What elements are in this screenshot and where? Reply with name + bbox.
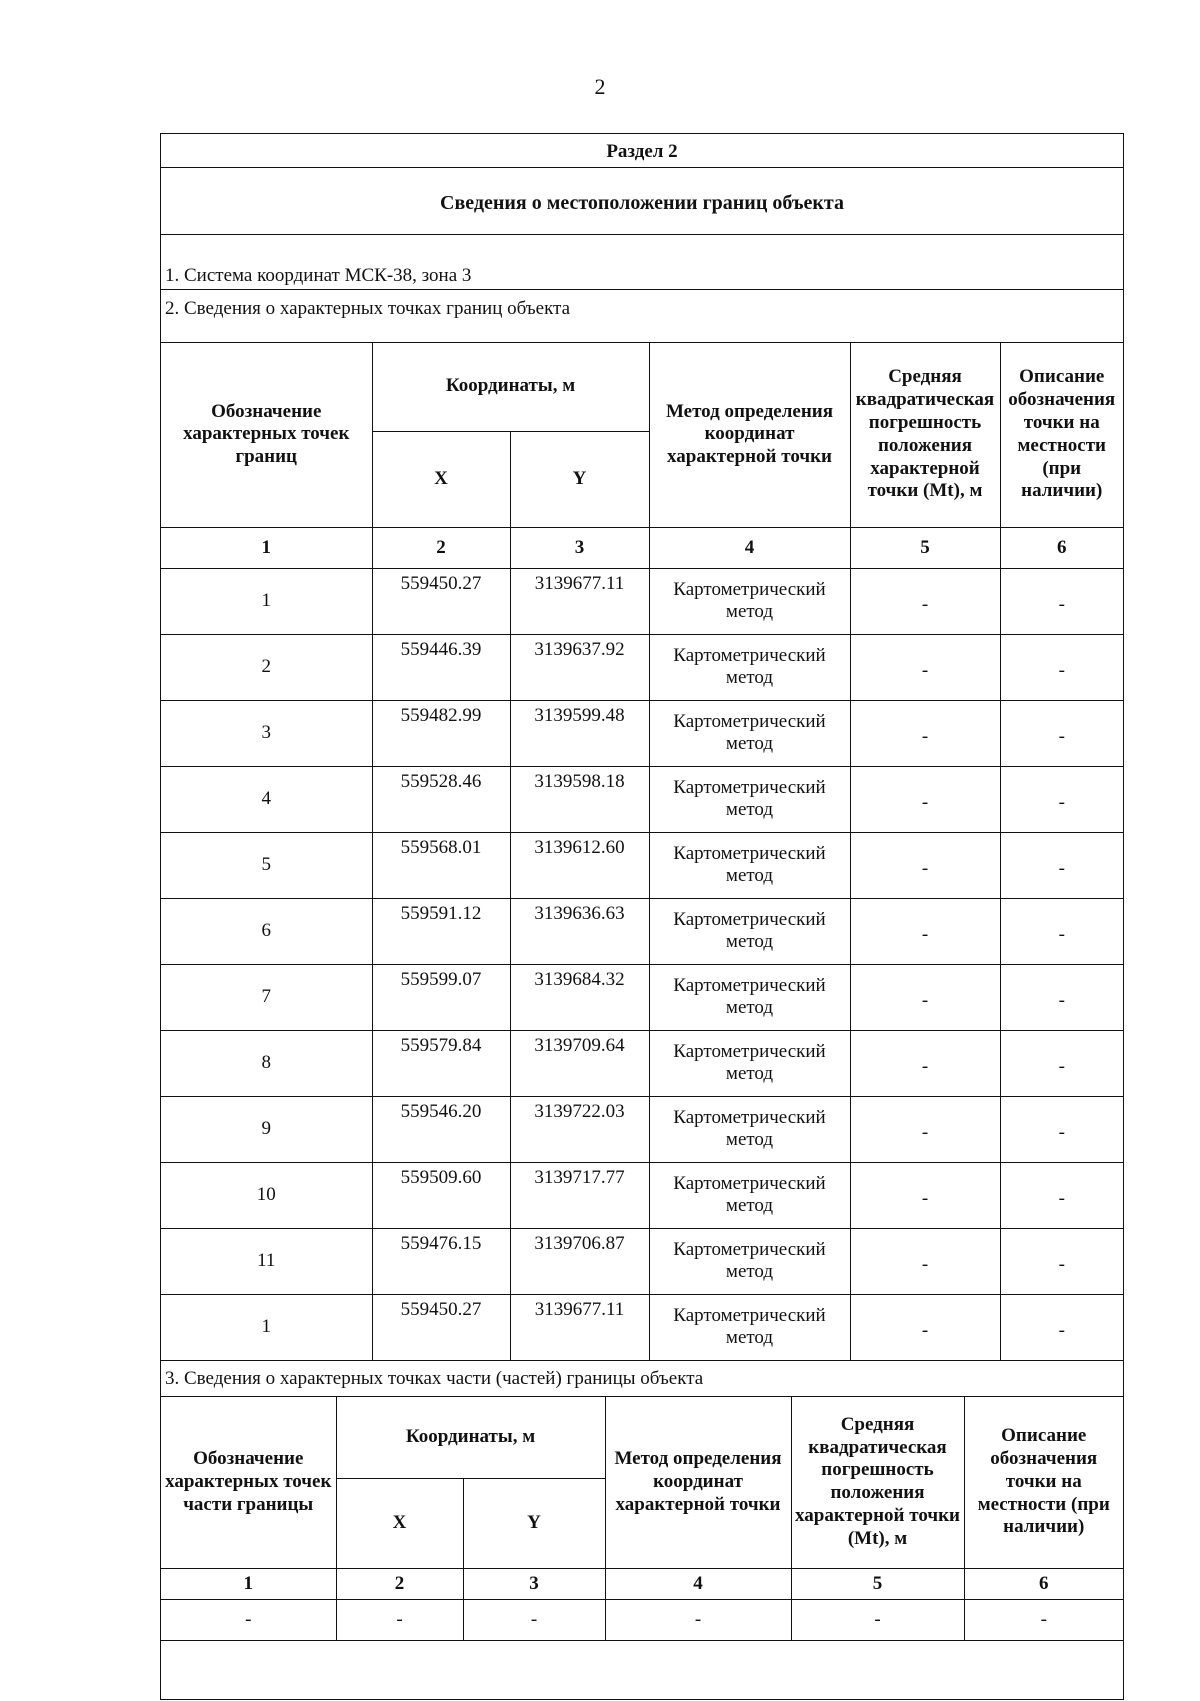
coord-x: 559476.15 — [372, 1228, 510, 1294]
header-method: Метод определения координат характерной точки — [649, 343, 850, 527]
col-number: 6 — [964, 1569, 1123, 1600]
header-error: Средняя квадратическая погрешность положения характерной точки (Mt), м — [791, 1397, 964, 1569]
coord-y: 3139677.11 — [510, 568, 649, 634]
header-coords: Координаты, м — [336, 1397, 605, 1479]
table-row — [161, 832, 1123, 898]
header-description: Описание обозначения точки на местности (при наличии) — [964, 1397, 1123, 1569]
point-id: 5 — [161, 832, 372, 898]
method: Картометрический метод — [649, 700, 850, 766]
table-row — [161, 568, 1123, 634]
table-row — [161, 700, 1123, 766]
description-value: - — [1000, 1030, 1123, 1096]
coord-y: 3139677.11 — [510, 1294, 649, 1360]
error-value: - — [791, 1600, 964, 1641]
section-title: Раздел 2 — [161, 134, 1123, 168]
table-row — [161, 766, 1123, 832]
description-value: - — [1000, 1228, 1123, 1294]
method: Картометрический метод — [649, 1294, 850, 1360]
point-id: 7 — [161, 964, 372, 1030]
coord-y: 3139636.63 — [510, 898, 649, 964]
coord-y: - — [463, 1600, 605, 1641]
error-value: - — [850, 1162, 1000, 1228]
header-x: X — [336, 1479, 463, 1569]
part-points-table — [161, 1397, 1123, 1641]
coord-y: 3139637.92 — [510, 634, 649, 700]
error-value: - — [850, 700, 1000, 766]
table-row — [161, 898, 1123, 964]
coord-x: 559579.84 — [372, 1030, 510, 1096]
error-value: - — [850, 832, 1000, 898]
method: Картометрический метод — [649, 898, 850, 964]
error-value: - — [850, 766, 1000, 832]
header-y: Y — [510, 431, 649, 527]
coord-y: 3139598.18 — [510, 766, 649, 832]
description-value: - — [1000, 1162, 1123, 1228]
point-id: 10 — [161, 1162, 372, 1228]
table-row — [161, 1162, 1123, 1228]
description-value: - — [1000, 832, 1123, 898]
header-point: Обозначение характерных точек границ — [161, 343, 372, 527]
table-row — [161, 1030, 1123, 1096]
error-value: - — [850, 1228, 1000, 1294]
col-number: 4 — [649, 527, 850, 568]
description-value: - — [1000, 766, 1123, 832]
coord-x: 559591.12 — [372, 898, 510, 964]
coord-y: 3139599.48 — [510, 700, 649, 766]
points-heading: 2. Сведения о характерных точках границ объекта — [161, 290, 1123, 343]
coord-y: 3139612.60 — [510, 832, 649, 898]
error-value: - — [850, 634, 1000, 700]
method: Картометрический метод — [649, 766, 850, 832]
point-id: 8 — [161, 1030, 372, 1096]
page-number: 2 — [594, 74, 606, 99]
error-value: - — [850, 568, 1000, 634]
coord-y: 3139709.64 — [510, 1030, 649, 1096]
col-number: 4 — [605, 1569, 791, 1600]
section-subtitle: Сведения о местоположении границ объекта — [161, 168, 1123, 235]
point-id: 1 — [161, 1294, 372, 1360]
parts-heading: 3. Сведения о характерных точках части (частей) границы объекта — [161, 1361, 1123, 1397]
description-value: - — [964, 1600, 1123, 1641]
table-row — [161, 1228, 1123, 1294]
table-row — [161, 1294, 1123, 1360]
point-id: 11 — [161, 1228, 372, 1294]
header-error: Средняя квадратическая погрешность положения характерной точки (Mt), м — [850, 343, 1000, 527]
coord-x: 559599.07 — [372, 964, 510, 1030]
description-value: - — [1000, 898, 1123, 964]
coord-y: 3139706.87 — [510, 1228, 649, 1294]
empty-row — [161, 1641, 1123, 1699]
section-frame — [160, 133, 1124, 1700]
method: Картометрический метод — [649, 1096, 850, 1162]
coord-y: 3139717.77 — [510, 1162, 649, 1228]
method: Картометрический метод — [649, 964, 850, 1030]
col-number: 1 — [161, 527, 372, 568]
coord-x: 559568.01 — [372, 832, 510, 898]
error-value: - — [850, 1030, 1000, 1096]
col-number: 2 — [372, 527, 510, 568]
point-id: 4 — [161, 766, 372, 832]
col-number: 5 — [791, 1569, 964, 1600]
table-row — [161, 964, 1123, 1030]
error-value: - — [850, 898, 1000, 964]
description-value: - — [1000, 1096, 1123, 1162]
coord-x: 559446.39 — [372, 634, 510, 700]
table-row — [161, 1096, 1123, 1162]
description-value: - — [1000, 700, 1123, 766]
coord-x: 559528.46 — [372, 766, 510, 832]
description-value: - — [1000, 1294, 1123, 1360]
col-number: 3 — [510, 527, 649, 568]
point-id: 1 — [161, 568, 372, 634]
header-point: Обозначение характерных точек части границы — [161, 1397, 336, 1569]
col-number: 2 — [336, 1569, 463, 1600]
col-number: 5 — [850, 527, 1000, 568]
col-number: 3 — [463, 1569, 605, 1600]
point-id: 9 — [161, 1096, 372, 1162]
col-number: 1 — [161, 1569, 336, 1600]
coord-x: 559546.20 — [372, 1096, 510, 1162]
header-coords: Координаты, м — [372, 343, 649, 431]
method: Картометрический метод — [649, 832, 850, 898]
coordinate-system: 1. Система координат МСК-38, зона 3 — [161, 235, 1123, 290]
description-value: - — [1000, 964, 1123, 1030]
error-value: - — [850, 1294, 1000, 1360]
point-id: - — [161, 1600, 336, 1641]
method: Картометрический метод — [649, 1030, 850, 1096]
table-row — [161, 1600, 1123, 1641]
method: Картометрический метод — [649, 1228, 850, 1294]
col-number: 6 — [1000, 527, 1123, 568]
coord-x: 559482.99 — [372, 700, 510, 766]
point-id: 2 — [161, 634, 372, 700]
header-y: Y — [463, 1479, 605, 1569]
header-description: Описание обозначения точки на местности (при наличии) — [1000, 343, 1123, 527]
boundary-points-table — [161, 343, 1123, 1360]
coord-x: - — [336, 1600, 463, 1641]
coord-y: 3139684.32 — [510, 964, 649, 1030]
description-value: - — [1000, 634, 1123, 700]
coord-y: 3139722.03 — [510, 1096, 649, 1162]
coord-x: 559450.27 — [372, 568, 510, 634]
header-x: X — [372, 431, 510, 527]
boundary-points-table-wrap — [161, 343, 1123, 1361]
table-row — [161, 634, 1123, 700]
header-method: Метод определения координат характерной точки — [605, 1397, 791, 1569]
method: Картометрический метод — [649, 568, 850, 634]
method: Картометрический метод — [649, 634, 850, 700]
method: - — [605, 1600, 791, 1641]
error-value: - — [850, 964, 1000, 1030]
coord-x: 559450.27 — [372, 1294, 510, 1360]
method: Картометрический метод — [649, 1162, 850, 1228]
coord-x: 559509.60 — [372, 1162, 510, 1228]
point-id: 3 — [161, 700, 372, 766]
description-value: - — [1000, 568, 1123, 634]
error-value: - — [850, 1096, 1000, 1162]
part-points-table-wrap — [161, 1397, 1123, 1642]
point-id: 6 — [161, 898, 372, 964]
